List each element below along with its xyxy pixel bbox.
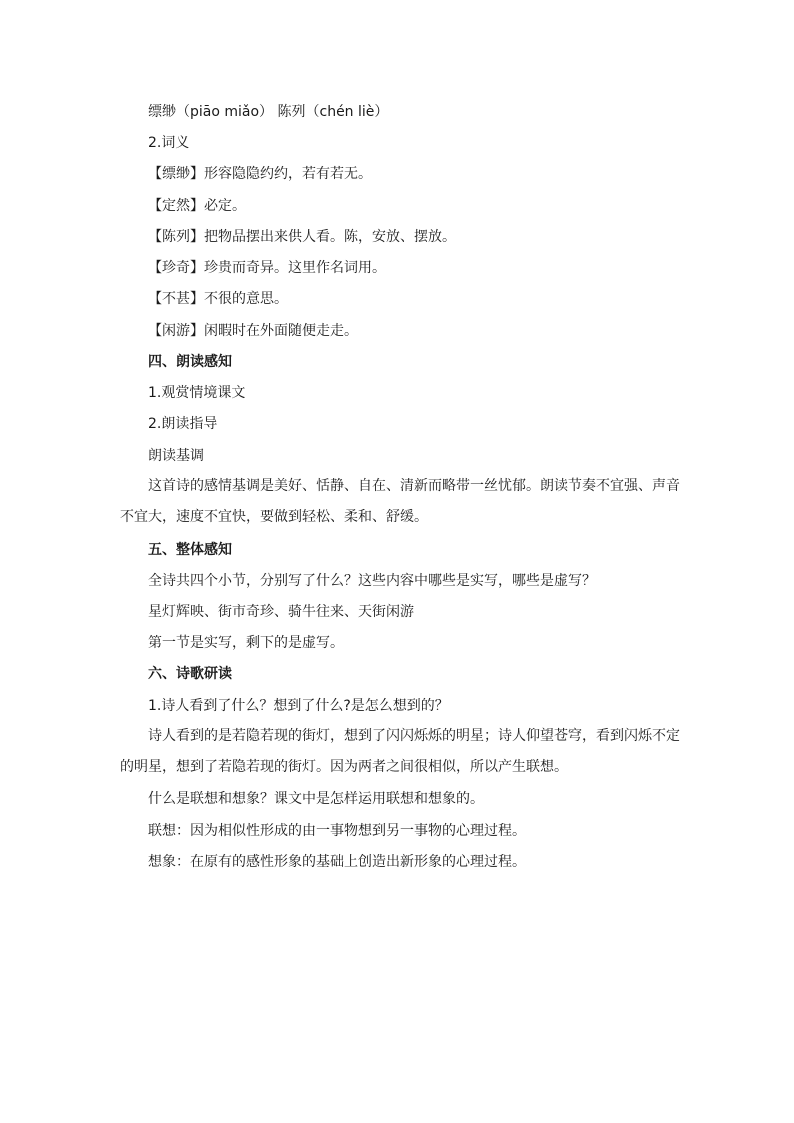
question: 什么是联想和想象？课文中是怎样运用联想和想象的。 [148, 791, 484, 807]
list-item: 2.朗读指导 [148, 416, 218, 432]
subheading: 朗读基调 [148, 448, 204, 464]
pronunciation-line: 缥缈（piāo miǎo） 陈列（chén liè） [148, 104, 389, 120]
paragraph: 诗人看到的是若隐若现的街灯，想到了闪闪烁烁的明星；诗人仰望苍穹，看到闪烁不定的明星，想到了若隐若现的街灯。因为两者之间很相似，所以产生联想。 [120, 728, 680, 775]
vocab-title: 2.词义 [148, 135, 190, 151]
vocab-entry: 【定然】必定。 [148, 198, 246, 214]
vocab-entry: 【闲游】闲暇时在外面随便走走。 [148, 323, 358, 339]
vocab-entry: 【珍奇】珍贵而奇异。这里作名词用。 [148, 260, 386, 276]
list-item: 1.观赏情境课文 [148, 385, 246, 401]
section-heading: 四、朗读感知 [148, 354, 232, 370]
definition: 想象：在原有的感性形象的基础上创造出新形象的心理过程。 [148, 854, 526, 870]
definition: 联想：因为相似性形成的由一事物想到另一事物的心理过程。 [148, 823, 526, 839]
question: 全诗共四个小节，分别写了什么？这些内容中哪些是实写，哪些是虚写？ [148, 573, 596, 589]
vocab-entry: 【不甚】不很的意思。 [148, 291, 288, 307]
answer: 第一节是实写，剩下的是虚写。 [148, 635, 344, 651]
vocab-entry: 【缥缈】形容隐隐约约，若有若无。 [148, 166, 372, 182]
paragraph: 这首诗的感情基调是美好、恬静、自在、清新而略带一丝忧郁。朗读节奏不宜强、声音不宜大，速度不宜快，要做到轻松、柔和、舒缓。 [120, 478, 680, 525]
section-heading: 六、诗歌研读 [148, 666, 232, 682]
vocab-entry: 【陈列】把物品摆出来供人看。陈，安放、摆放。 [148, 229, 456, 245]
answer: 星灯辉映、街市奇珍、骑牛往来、天街闲游 [148, 604, 414, 620]
question: 1.诗人看到了什么？想到了什么?是怎么想到的？ [148, 698, 449, 714]
section-heading: 五、整体感知 [148, 542, 232, 558]
